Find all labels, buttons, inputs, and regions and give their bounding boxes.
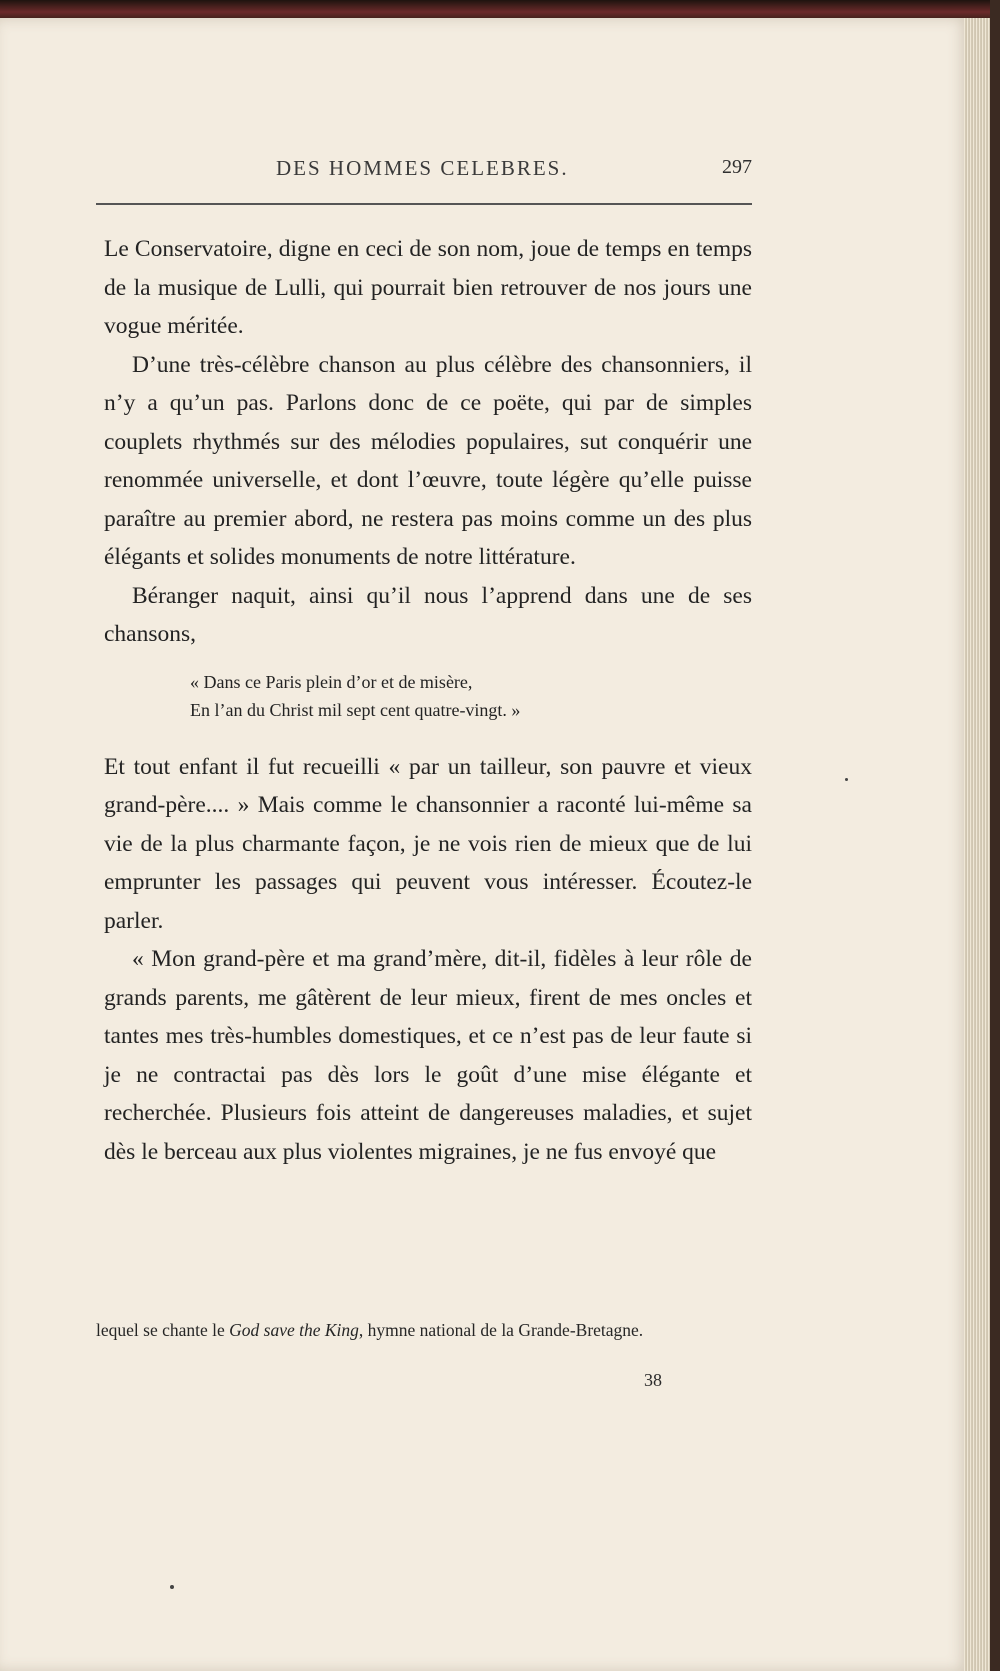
paragraph: Le Conservatoire, digne en ceci de son nom, joue de temps en temps de la musique de Lulli, qui pourrait bien retrouver de nos jours une vogue méritée. bbox=[104, 236, 752, 339]
paragraph: « Mon grand-père et ma grand’mère, dit-il, fidèles à leur rôle de grands parents, me gâtèrent de leur mieux, firent de mes oncles et tantes mes très-humbles domestiques, et ce n’est pas de leur faute si je ne contractai pas dès lors le goût d’une mise élégante et recherchée. Plusieurs fois atteint de dangereuses maladies, et sujet dès le berceau aux plus violentes migraines, je ne fus envoyé que bbox=[104, 946, 752, 1165]
running-title: DES HOMMES CELEBRES. bbox=[276, 156, 569, 180]
verse-line: « Dans ce Paris plein d’or et de misère, bbox=[190, 671, 473, 692]
footnote-text: lequel se chante le bbox=[96, 1320, 230, 1340]
paragraph: Béranger naquit, ainsi qu’il nous l’apprend dans une de ses chansons, bbox=[104, 582, 752, 647]
paragraph: D’une très-célèbre chanson au plus célèbre des chansonniers, il n’y a qu’un pas. Parlons donc de ce poëte, qui par de simples couplets rhythmés sur des mélodies populaires, sut conquérir une renommée universelle, et dont l’œuvre, toute légère qu’elle puisse paraître au premier abord, ne restera pas moins comme un des plus élégants et solides monuments de notre littérature. bbox=[104, 351, 752, 570]
footnote-title: God save the King bbox=[229, 1320, 359, 1340]
ink-speck bbox=[845, 778, 848, 781]
body-text bbox=[104, 230, 752, 1171]
book-cover-edge bbox=[990, 0, 1000, 1671]
paragraph: Et tout enfant il fut recueilli « par un tailleur, son pauvre et vieux grand-père.... » Mais comme le chansonnier a raconté lui-même sa vie de la plus charmante façon, je ne vois rien de mieux que de lui emprunter les passages qui peuvent vous intéresser. Écoutez-le parler. bbox=[104, 753, 752, 934]
verse-line: En l’an du Christ mil sept cent quatre-vingt. » bbox=[190, 699, 521, 720]
page-number: 297 bbox=[722, 156, 752, 178]
verse-quote bbox=[190, 668, 752, 724]
footnote bbox=[96, 1316, 736, 1345]
signature-mark: 38 bbox=[644, 1370, 662, 1390]
running-header bbox=[96, 152, 752, 192]
book-top-edge bbox=[0, 0, 1000, 20]
footnote-text-end: , hymne national de la Grande-Bretagne. bbox=[358, 1320, 644, 1340]
ink-speck bbox=[170, 1585, 174, 1589]
header-rule bbox=[96, 203, 752, 205]
